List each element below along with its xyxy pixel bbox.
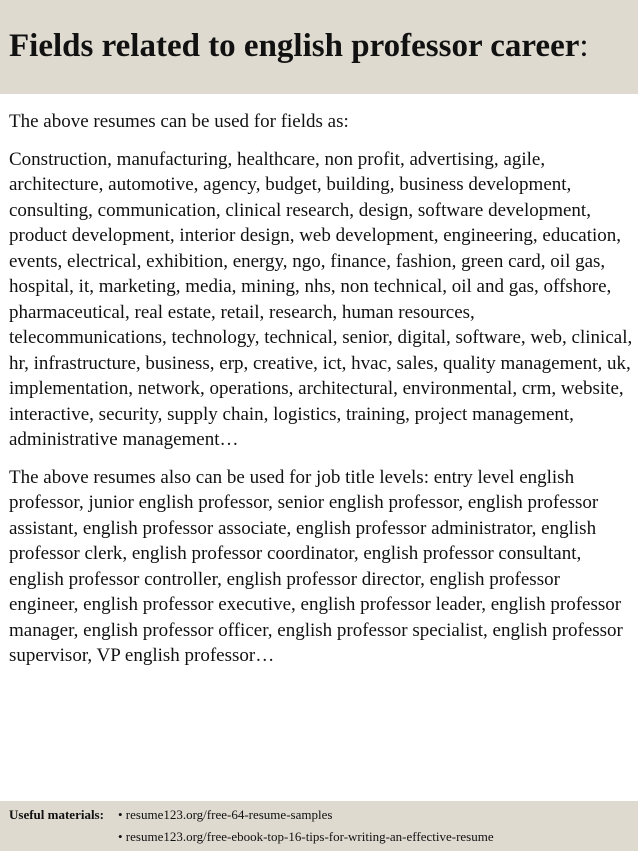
page-title-colon: :: [579, 28, 589, 64]
ebook-tips-link[interactable]: • resume123.org/free-ebook-top-16-tips-for-writing-an-effective-resume: [118, 829, 494, 844]
useful-materials-label: Useful materials:: [9, 807, 104, 822]
job-levels-paragraph: The above resumes also can be used for job title levels: entry level english professor, junior english professor, senior english professor, english professor assistant, english professor associate, english professor administrator, english professor clerk, english professor coordinator, english professor consultant, english professor controller, english professor director, english professor engineer, english professor executive, english professor leader, english professor manager, english professor officer, english professor specialist, english professor supervisor, VP english professor…: [9, 466, 623, 666]
fields-paragraph: Construction, manufacturing, healthcare, non profit, advertising, agile, architecture, automotive, agency, budget, building, business development, consulting, communication, clinical research, design, software development, product development, interior design, web development, engineering, education, events, electrical, exhibition, energy, ngo, finance, fashion, green card, oil gas, hospital, it, marketing, media, mining, nhs, non technical, oil and gas, offshore, pharmaceutical, real estate, retail, research, human resources, telecommunications, technology, technical, senior, digital, software, web, clinical, hr, infrastructure, business, erp, creative, ict, hvac, sales, quality management, uk, implementation, network, operations, architectural, environmental, crm, website, interactive, security, supply chain, logistics, training, project management, administrative management…: [9, 148, 633, 450]
page-title-text: Fields related to english professor career: [9, 28, 580, 64]
intro-paragraph: The above resumes can be used for fields as:: [9, 111, 349, 132]
page-title: [9, 26, 589, 66]
resume-samples-link[interactable]: • resume123.org/free-64-resume-samples: [118, 807, 333, 822]
main-content: [9, 109, 633, 681]
